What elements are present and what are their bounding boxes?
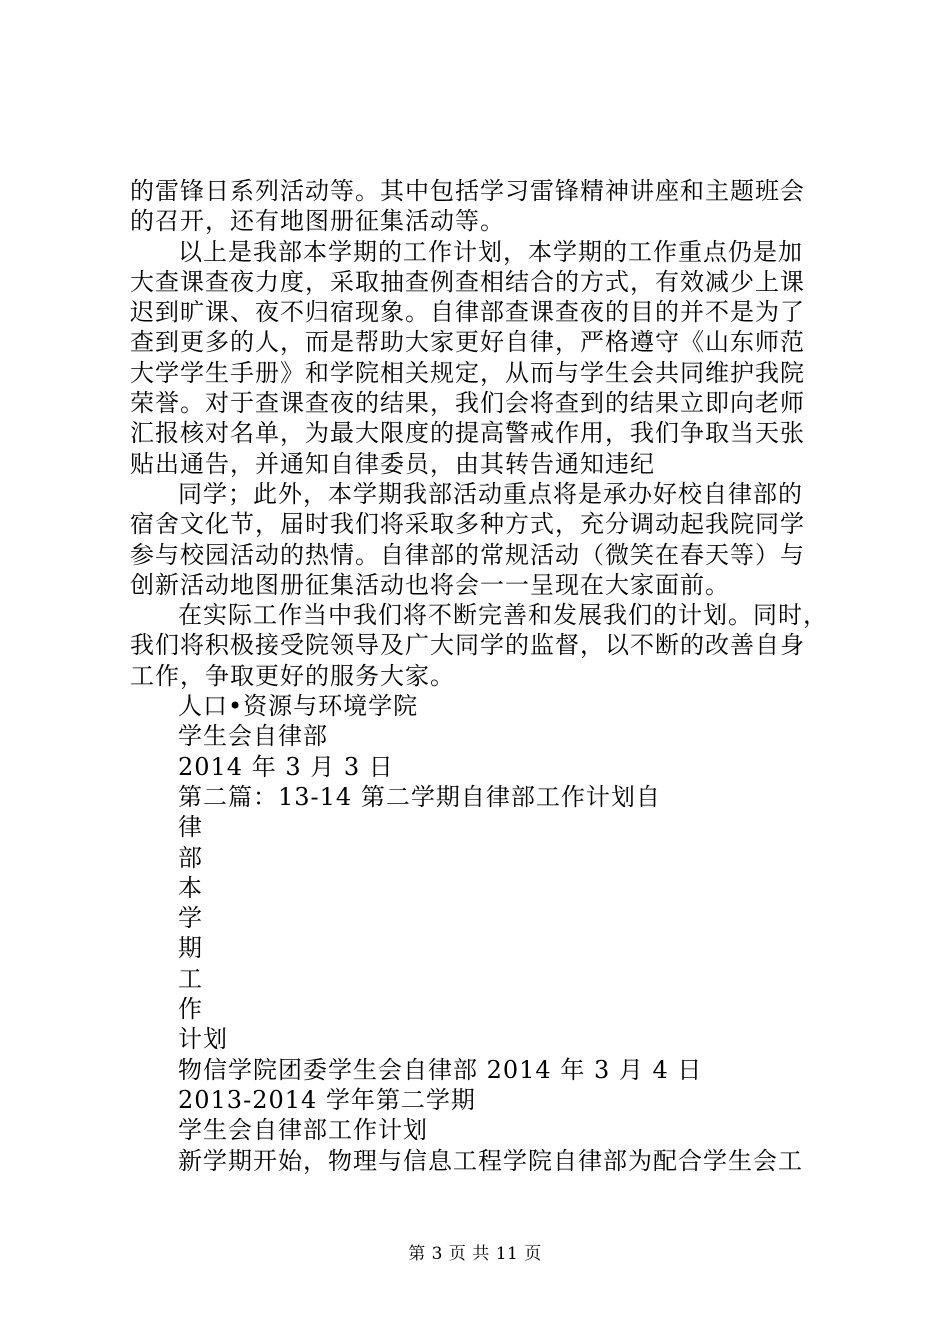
text-line: 的召开，还有地图册征集活动等。 (130, 207, 505, 236)
text-line: 大查课查夜力度，采取抽查例查相结合的方式，有效减少上课 (130, 267, 805, 296)
text-line: 期 (178, 934, 203, 963)
text-line: 新学期开始，物理与信息工程学院自律部为配合学生会工 (178, 1146, 803, 1175)
text-line: 第二篇：13-14 第二学期自律部工作计划自 (178, 782, 661, 811)
text-line: 物信学院团委学生会自律部 2014 年 3 月 4 日 (178, 1055, 703, 1084)
text-line: 以上是我部本学期的工作计划，本学期的工作重点仍是加 (178, 237, 803, 266)
text-line: 工 (178, 964, 203, 993)
text-line: 迟到旷课、夜不归宿现象。自律部查课查夜的目的并不是为了 (130, 298, 805, 327)
text-line: 贴出通告，并通知自律委员，由其转告通知违纪 (130, 449, 655, 478)
text-line: 荣誉。对于查课查夜的结果，我们会将查到的结果立即向老师 (130, 389, 805, 418)
text-line: 的雷锋日系列活动等。其中包括学习雷锋精神讲座和主题班会 (130, 177, 805, 205)
text-line: 律 (178, 813, 203, 842)
text-line: 计划 (178, 1025, 228, 1054)
page-footer: 第 3 页 共 11 页 (408, 1244, 542, 1264)
text-line: 本 (178, 873, 203, 902)
text-line: 2014 年 3 月 3 日 (178, 752, 394, 781)
text-line: 学生会自律部工作计划 (178, 1116, 428, 1145)
text-line: 查到更多的人，而是帮助大家更好自律，严格遵守《山东师范 (130, 328, 805, 357)
text-line: 汇报核对名单，为最大限度的提高警戒作用，我们争取当天张 (130, 419, 805, 448)
text-line: 参与校园活动的热情。自律部的常规活动（微笑在春天等）与 (130, 540, 805, 569)
document-body (130, 176, 830, 1176)
text-line: 同学；此外，本学期我部活动重点将是承办好校自律部的 (178, 479, 803, 508)
text-line: 创新活动地图册征集活动也将会一一呈现在大家面前。 (130, 570, 730, 599)
text-line: 大学学生手册》和学院相关规定，从而与学生会共同维护我院 (130, 358, 805, 387)
text-line: 作 (178, 995, 203, 1024)
text-line: 工作，争取更好的服务大家。 (130, 661, 455, 690)
text-line: 我们将积极接受院领导及广大同学的监督，以不断的改善自身 (130, 631, 805, 660)
text-line: 人口•资源与环境学院 (178, 692, 419, 721)
text-line: 在实际工作当中我们将不断完善和发展我们的计划。同时， (178, 601, 828, 630)
text-line: 学生会自律部 (178, 722, 328, 751)
text-line: 部 (178, 843, 203, 872)
text-line: 2013-2014 学年第二学期 (178, 1085, 476, 1114)
text-line: 学 (178, 904, 203, 933)
text-line: 宿舍文化节，届时我们将采取多种方式，充分调动起我院同学 (130, 510, 805, 539)
